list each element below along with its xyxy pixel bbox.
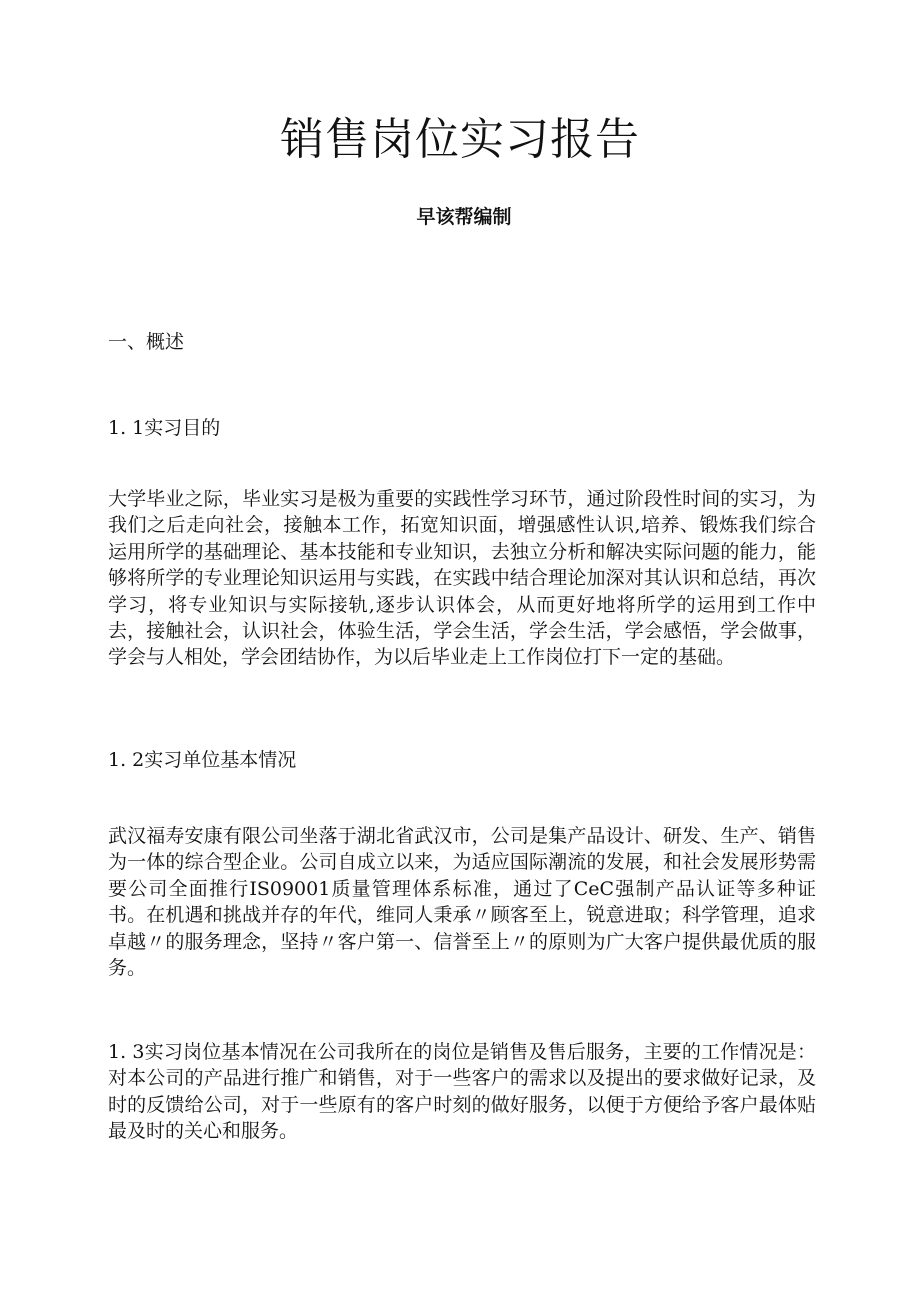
paragraph-position: 1. 3实习岗位基本情况在公司我所在的岗位是销售及售后服务，主要的工作情况是：对本公司的产品进行推广和销售，对于一些客户的需求以及提出的要求做好记录，及时的反馈给公司，对于一些原有的客户时刻的做好服务，以便于方便给予客户最体贴最及时的关心和服务。 <box>108 1041 816 1143</box>
document-title: 销售岗位实习报告 <box>280 114 640 165</box>
subsection-heading-company: 1. 2实习单位基本情况 <box>108 749 297 771</box>
paragraph-purpose: 大学毕业之际，毕业实习是极为重要的实践性学习环节，通过阶段性时间的实习，为我们之后走向社会，接触本工作，拓宽知识面，增强感性认识,培养、锻炼我们综合运用所学的基础理论、基本技能和专业知识，去独立分析和解决实际问题的能力，能够将所学的专业理论知识运用与实践，在实践中结合理论加深对其认识和总结，再次学习，将专业知识与实际接轨,逐步认识体会，从而更好地将所学的运用到工作中去，接触社会，认识社会，体验生活，学会生活，学会生活，学会感悟，学会做事，学会与人相处，学会团结协作，为以后毕业走上工作岗位打下一定的基础。 <box>108 488 816 669</box>
paragraph-company: 武汉福寿安康有限公司坐落于湖北省武汉市，公司是集产品设计、研发、生产、销售为一体的综合型企业。公司自成立以来，为适应国际潮流的发展，和社会发展形势需要公司全面推行IS09001质量管理体系标准，通过了CeC强制产品认证等多种证书。在机遇和挑战并存的年代，维同人秉承〃顾客至上，锐意进取；科学管理，追求卓越〃的服务理念，坚持〃客户第一、信誉至上〃的原则为广大客户提供最优质的服务。 <box>108 825 816 980</box>
subsection-heading-purpose: 1. 1实习目的 <box>108 417 221 439</box>
document-author: 早该帮编制 <box>416 206 512 228</box>
section-heading-overview: 一、概述 <box>108 331 185 353</box>
